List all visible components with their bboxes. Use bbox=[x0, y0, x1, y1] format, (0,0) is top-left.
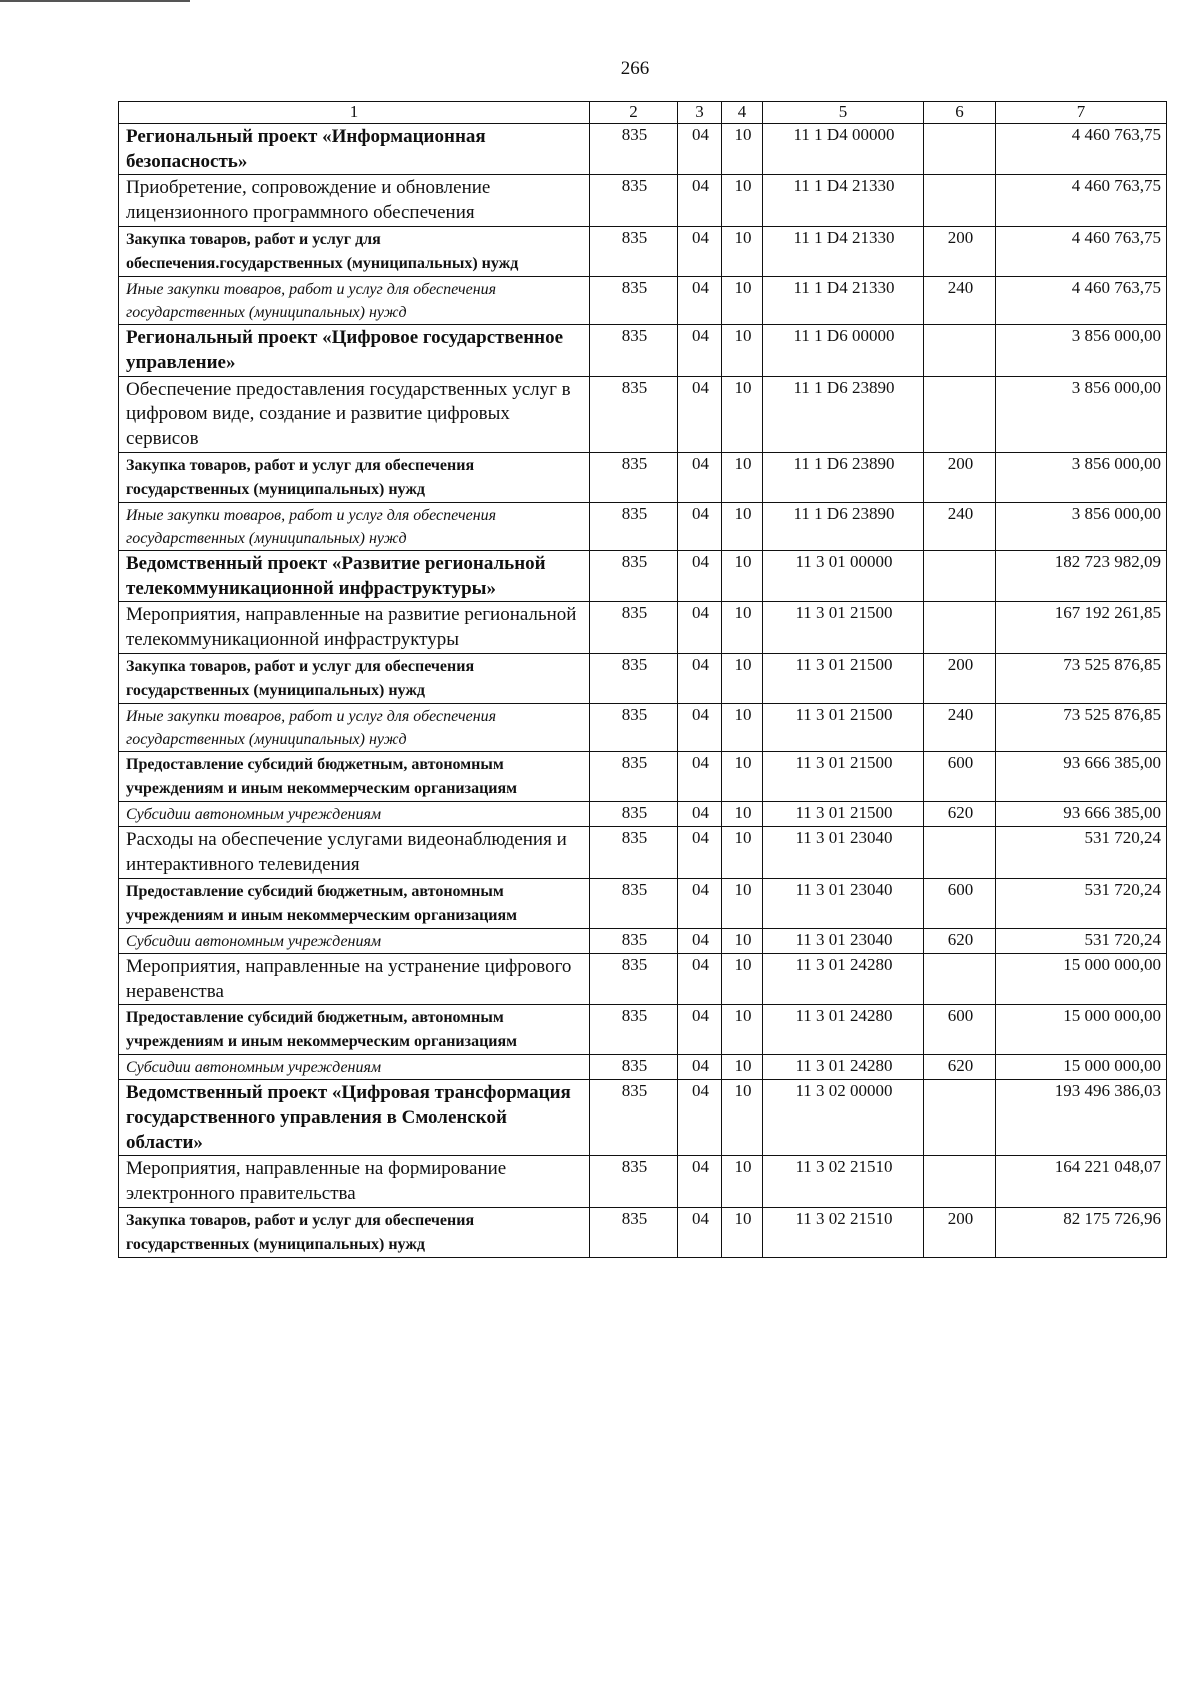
target-item-code-cell: 11 3 01 21500 bbox=[763, 752, 924, 802]
table-row bbox=[119, 602, 1167, 653]
subsection-code-cell: 10 bbox=[722, 502, 763, 550]
subsection-code-cell: 10 bbox=[722, 1207, 763, 1257]
amount-cell: 167 192 261,85 bbox=[996, 602, 1167, 653]
subsection-code-cell: 10 bbox=[722, 452, 763, 502]
target-item-code-cell: 11 3 02 21510 bbox=[763, 1156, 924, 1207]
ministry-code-cell: 835 bbox=[590, 1207, 678, 1257]
section-code-cell: 04 bbox=[678, 1207, 722, 1257]
table-row bbox=[119, 953, 1167, 1004]
column-header: 5 bbox=[763, 102, 924, 124]
target-item-code-cell: 11 3 01 23040 bbox=[763, 928, 924, 953]
amount-cell: 15 000 000,00 bbox=[996, 1055, 1167, 1080]
target-item-code-cell: 11 1 D6 00000 bbox=[763, 325, 924, 376]
expense-type-code-cell bbox=[924, 1156, 996, 1207]
amount-cell: 182 723 982,09 bbox=[996, 550, 1167, 601]
subsection-code-cell: 10 bbox=[722, 376, 763, 452]
budget-table bbox=[118, 101, 1167, 1258]
table-row bbox=[119, 827, 1167, 878]
amount-cell: 531 720,24 bbox=[996, 878, 1167, 928]
row-name-cell: Мероприятия, направленные на устранение цифрового неравенства bbox=[119, 953, 590, 1004]
target-item-code-cell: 11 3 01 21500 bbox=[763, 802, 924, 827]
subsection-code-cell: 10 bbox=[722, 802, 763, 827]
expense-type-code-cell bbox=[924, 376, 996, 452]
target-item-code-cell: 11 1 D4 21330 bbox=[763, 175, 924, 226]
section-code-cell: 04 bbox=[678, 550, 722, 601]
section-code-cell: 04 bbox=[678, 1005, 722, 1055]
section-code-cell: 04 bbox=[678, 376, 722, 452]
target-item-code-cell: 11 3 02 00000 bbox=[763, 1080, 924, 1156]
table-row bbox=[119, 276, 1167, 324]
column-header: 4 bbox=[722, 102, 763, 124]
subsection-code-cell: 10 bbox=[722, 550, 763, 601]
subsection-code-cell: 10 bbox=[722, 1080, 763, 1156]
subsection-code-cell: 10 bbox=[722, 827, 763, 878]
expense-type-code-cell: 600 bbox=[924, 878, 996, 928]
row-name-cell: Закупка товаров, работ и услуг для обеспечения.государственных (муниципальных) нужд bbox=[119, 226, 590, 276]
ministry-code-cell: 835 bbox=[590, 175, 678, 226]
section-code-cell: 04 bbox=[678, 1080, 722, 1156]
table-row bbox=[119, 1080, 1167, 1156]
section-code-cell: 04 bbox=[678, 703, 722, 751]
subsection-code-cell: 10 bbox=[722, 878, 763, 928]
target-item-code-cell: 11 1 D6 23890 bbox=[763, 452, 924, 502]
section-code-cell: 04 bbox=[678, 502, 722, 550]
amount-cell: 4 460 763,75 bbox=[996, 124, 1167, 175]
ministry-code-cell: 835 bbox=[590, 502, 678, 550]
expense-type-code-cell bbox=[924, 124, 996, 175]
table-row bbox=[119, 502, 1167, 550]
row-name-cell: Приобретение, сопровождение и обновление лицензионного программного обеспечения bbox=[119, 175, 590, 226]
target-item-code-cell: 11 3 01 00000 bbox=[763, 550, 924, 601]
table-row bbox=[119, 1005, 1167, 1055]
row-name-cell: Иные закупки товаров, работ и услуг для обеспечения государственных (муниципальных) нужд bbox=[119, 276, 590, 324]
row-name-cell: Региональный проект «Информационная безопасность» bbox=[119, 124, 590, 175]
section-code-cell: 04 bbox=[678, 928, 722, 953]
ministry-code-cell: 835 bbox=[590, 1156, 678, 1207]
table-row bbox=[119, 928, 1167, 953]
row-name-cell: Закупка товаров, работ и услуг для обеспечения государственных (муниципальных) нужд bbox=[119, 653, 590, 703]
amount-cell: 15 000 000,00 bbox=[996, 953, 1167, 1004]
ministry-code-cell: 835 bbox=[590, 226, 678, 276]
target-item-code-cell: 11 3 01 21500 bbox=[763, 602, 924, 653]
expense-type-code-cell: 200 bbox=[924, 452, 996, 502]
target-item-code-cell: 11 1 D4 21330 bbox=[763, 276, 924, 324]
section-code-cell: 04 bbox=[678, 802, 722, 827]
ministry-code-cell: 835 bbox=[590, 827, 678, 878]
ministry-code-cell: 835 bbox=[590, 452, 678, 502]
row-name-cell: Обеспечение предоставления государственных услуг в цифровом виде, создание и развитие цифровых сервисов bbox=[119, 376, 590, 452]
table-row bbox=[119, 550, 1167, 601]
target-item-code-cell: 11 3 01 21500 bbox=[763, 703, 924, 751]
section-code-cell: 04 bbox=[678, 226, 722, 276]
subsection-code-cell: 10 bbox=[722, 752, 763, 802]
subsection-code-cell: 10 bbox=[722, 276, 763, 324]
table-row bbox=[119, 653, 1167, 703]
expense-type-code-cell bbox=[924, 602, 996, 653]
expense-type-code-cell: 200 bbox=[924, 1207, 996, 1257]
scan-artifact-line bbox=[0, 0, 190, 2]
row-name-cell: Предоставление субсидий бюджетным, автономным учреждениям и иным некоммерческим организациям bbox=[119, 1005, 590, 1055]
expense-type-code-cell bbox=[924, 953, 996, 1004]
amount-cell: 15 000 000,00 bbox=[996, 1005, 1167, 1055]
expense-type-code-cell: 200 bbox=[924, 653, 996, 703]
section-code-cell: 04 bbox=[678, 878, 722, 928]
expense-type-code-cell: 200 bbox=[924, 226, 996, 276]
expense-type-code-cell bbox=[924, 827, 996, 878]
expense-type-code-cell: 240 bbox=[924, 502, 996, 550]
ministry-code-cell: 835 bbox=[590, 752, 678, 802]
table-row bbox=[119, 175, 1167, 226]
row-name-cell: Предоставление субсидий бюджетным, автономным учреждениям и иным некоммерческим организациям bbox=[119, 878, 590, 928]
target-item-code-cell: 11 3 01 24280 bbox=[763, 1055, 924, 1080]
expense-type-code-cell: 620 bbox=[924, 802, 996, 827]
row-name-cell: Иные закупки товаров, работ и услуг для обеспечения государственных (муниципальных) нужд bbox=[119, 502, 590, 550]
ministry-code-cell: 835 bbox=[590, 602, 678, 653]
target-item-code-cell: 11 3 01 23040 bbox=[763, 878, 924, 928]
expense-type-code-cell: 240 bbox=[924, 276, 996, 324]
target-item-code-cell: 11 1 D6 23890 bbox=[763, 502, 924, 550]
row-name-cell: Субсидии автономным учреждениям bbox=[119, 928, 590, 953]
subsection-code-cell: 10 bbox=[722, 175, 763, 226]
ministry-code-cell: 835 bbox=[590, 550, 678, 601]
expense-type-code-cell: 620 bbox=[924, 1055, 996, 1080]
amount-cell: 4 460 763,75 bbox=[996, 226, 1167, 276]
row-name-cell: Субсидии автономным учреждениям bbox=[119, 1055, 590, 1080]
expense-type-code-cell: 620 bbox=[924, 928, 996, 953]
amount-cell: 82 175 726,96 bbox=[996, 1207, 1167, 1257]
amount-cell: 3 856 000,00 bbox=[996, 376, 1167, 452]
expense-type-code-cell bbox=[924, 550, 996, 601]
row-name-cell: Мероприятия, направленные на формирование электронного правительства bbox=[119, 1156, 590, 1207]
amount-cell: 3 856 000,00 bbox=[996, 452, 1167, 502]
table-row bbox=[119, 124, 1167, 175]
target-item-code-cell: 11 3 01 24280 bbox=[763, 1005, 924, 1055]
header-row bbox=[119, 102, 1167, 124]
ministry-code-cell: 835 bbox=[590, 1080, 678, 1156]
column-header: 1 bbox=[119, 102, 590, 124]
section-code-cell: 04 bbox=[678, 124, 722, 175]
table-row bbox=[119, 802, 1167, 827]
amount-cell: 73 525 876,85 bbox=[996, 703, 1167, 751]
column-header: 3 bbox=[678, 102, 722, 124]
subsection-code-cell: 10 bbox=[722, 953, 763, 1004]
section-code-cell: 04 bbox=[678, 452, 722, 502]
subsection-code-cell: 10 bbox=[722, 1156, 763, 1207]
row-name-cell: Ведомственный проект «Цифровая трансформация государственного управления в Смоленской области» bbox=[119, 1080, 590, 1156]
amount-cell: 531 720,24 bbox=[996, 827, 1167, 878]
section-code-cell: 04 bbox=[678, 953, 722, 1004]
target-item-code-cell: 11 1 D4 21330 bbox=[763, 226, 924, 276]
table-row bbox=[119, 226, 1167, 276]
subsection-code-cell: 10 bbox=[722, 124, 763, 175]
ministry-code-cell: 835 bbox=[590, 703, 678, 751]
ministry-code-cell: 835 bbox=[590, 953, 678, 1004]
ministry-code-cell: 835 bbox=[590, 653, 678, 703]
target-item-code-cell: 11 3 02 21510 bbox=[763, 1207, 924, 1257]
table-row bbox=[119, 325, 1167, 376]
ministry-code-cell: 835 bbox=[590, 1055, 678, 1080]
subsection-code-cell: 10 bbox=[722, 653, 763, 703]
ministry-code-cell: 835 bbox=[590, 124, 678, 175]
table-body bbox=[119, 124, 1167, 1258]
section-code-cell: 04 bbox=[678, 602, 722, 653]
ministry-code-cell: 835 bbox=[590, 276, 678, 324]
section-code-cell: 04 bbox=[678, 325, 722, 376]
table-row bbox=[119, 878, 1167, 928]
expense-type-code-cell: 600 bbox=[924, 1005, 996, 1055]
column-header: 7 bbox=[996, 102, 1167, 124]
target-item-code-cell: 11 3 01 24280 bbox=[763, 953, 924, 1004]
section-code-cell: 04 bbox=[678, 175, 722, 226]
table-row bbox=[119, 1055, 1167, 1080]
section-code-cell: 04 bbox=[678, 1156, 722, 1207]
ministry-code-cell: 835 bbox=[590, 928, 678, 953]
subsection-code-cell: 10 bbox=[722, 928, 763, 953]
section-code-cell: 04 bbox=[678, 827, 722, 878]
table-row bbox=[119, 1207, 1167, 1257]
subsection-code-cell: 10 bbox=[722, 325, 763, 376]
section-code-cell: 04 bbox=[678, 752, 722, 802]
amount-cell: 4 460 763,75 bbox=[996, 276, 1167, 324]
amount-cell: 3 856 000,00 bbox=[996, 502, 1167, 550]
table-row bbox=[119, 1156, 1167, 1207]
target-item-code-cell: 11 3 01 23040 bbox=[763, 827, 924, 878]
row-name-cell: Иные закупки товаров, работ и услуг для обеспечения государственных (муниципальных) нужд bbox=[119, 703, 590, 751]
amount-cell: 4 460 763,75 bbox=[996, 175, 1167, 226]
expense-type-code-cell bbox=[924, 175, 996, 226]
table-row bbox=[119, 452, 1167, 502]
amount-cell: 93 666 385,00 bbox=[996, 802, 1167, 827]
ministry-code-cell: 835 bbox=[590, 325, 678, 376]
subsection-code-cell: 10 bbox=[722, 703, 763, 751]
row-name-cell: Региональный проект «Цифровое государственное управление» bbox=[119, 325, 590, 376]
row-name-cell: Ведомственный проект «Развитие региональной телекоммуникационной инфраструктуры» bbox=[119, 550, 590, 601]
column-header: 2 bbox=[590, 102, 678, 124]
row-name-cell: Закупка товаров, работ и услуг для обеспечения государственных (муниципальных) нужд bbox=[119, 1207, 590, 1257]
row-name-cell: Предоставление субсидий бюджетным, автономным учреждениям и иным некоммерческим организациям bbox=[119, 752, 590, 802]
subsection-code-cell: 10 bbox=[722, 602, 763, 653]
expense-type-code-cell: 600 bbox=[924, 752, 996, 802]
ministry-code-cell: 835 bbox=[590, 1005, 678, 1055]
amount-cell: 531 720,24 bbox=[996, 928, 1167, 953]
ministry-code-cell: 835 bbox=[590, 878, 678, 928]
section-code-cell: 04 bbox=[678, 653, 722, 703]
table-row bbox=[119, 703, 1167, 751]
expense-type-code-cell bbox=[924, 1080, 996, 1156]
table-row bbox=[119, 376, 1167, 452]
amount-cell: 193 496 386,03 bbox=[996, 1080, 1167, 1156]
expense-type-code-cell bbox=[924, 325, 996, 376]
amount-cell: 164 221 048,07 bbox=[996, 1156, 1167, 1207]
subsection-code-cell: 10 bbox=[722, 1055, 763, 1080]
page-number: 266 bbox=[620, 58, 650, 79]
target-item-code-cell: 11 1 D6 23890 bbox=[763, 376, 924, 452]
subsection-code-cell: 10 bbox=[722, 1005, 763, 1055]
subsection-code-cell: 10 bbox=[722, 226, 763, 276]
amount-cell: 73 525 876,85 bbox=[996, 653, 1167, 703]
target-item-code-cell: 11 1 D4 00000 bbox=[763, 124, 924, 175]
row-name-cell: Закупка товаров, работ и услуг для обеспечения государственных (муниципальных) нужд bbox=[119, 452, 590, 502]
section-code-cell: 04 bbox=[678, 1055, 722, 1080]
amount-cell: 93 666 385,00 bbox=[996, 752, 1167, 802]
amount-cell: 3 856 000,00 bbox=[996, 325, 1167, 376]
ministry-code-cell: 835 bbox=[590, 802, 678, 827]
ministry-code-cell: 835 bbox=[590, 376, 678, 452]
column-header: 6 bbox=[924, 102, 996, 124]
row-name-cell: Расходы на обеспечение услугами видеонаблюдения и интерактивного телевидения bbox=[119, 827, 590, 878]
expense-type-code-cell: 240 bbox=[924, 703, 996, 751]
row-name-cell: Субсидии автономным учреждениям bbox=[119, 802, 590, 827]
table-row bbox=[119, 752, 1167, 802]
row-name-cell: Мероприятия, направленные на развитие региональной телекоммуникационной инфраструктуры bbox=[119, 602, 590, 653]
target-item-code-cell: 11 3 01 21500 bbox=[763, 653, 924, 703]
section-code-cell: 04 bbox=[678, 276, 722, 324]
